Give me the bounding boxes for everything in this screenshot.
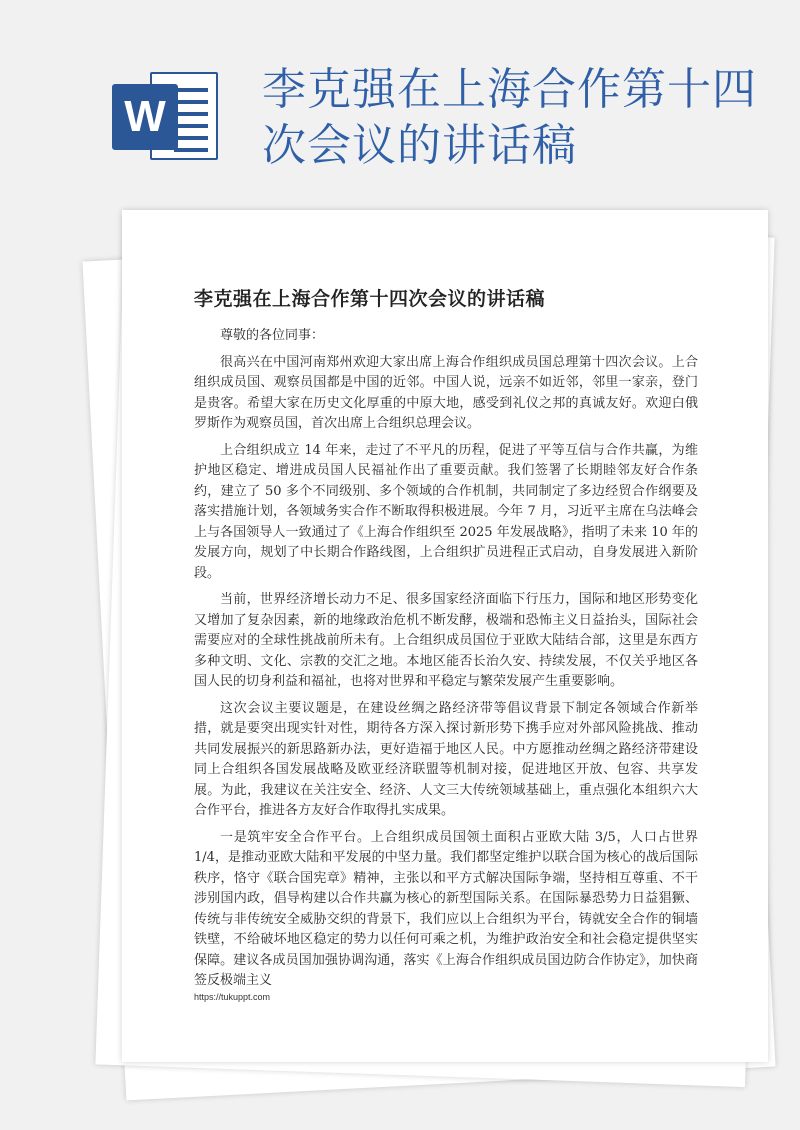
paragraph: 上合组织成立 14 年来，走过了不平凡的历程，促进了平等互信与合作共赢，为维护地区稳定、增进成员国人民福祉作出了重要贡献。我们签署了长期睦邻友好合作条约，建立了 50 多个不同级别、多个领域的合作机制，共同制定了多边经贸合作纲要及落实措施计划，各领域务实合作不断取得积极进展。今年 7 月，习近平主席在乌法峰会上与各国领导人一致通过了《上海合作组织至 2025 年发展战略》，指明了未来 10 年的发展方向，规划了中长期合作路线图，上合组织扩员进程正式启动，自身发展进入新阶段。 (194, 442, 698, 581)
document-title: 李克强在上海合作第十四次会议的讲话稿 (194, 288, 546, 310)
paragraph: 这次会议主要议题是，在建设丝绸之路经济带等倡议背景下制定各领域合作新举措，就是要突出现实针对性，期待各方深入探讨新形势下携手应对外部风险挑战、推动共同发展振兴的新思路新办法，更好造福于地区人民。中方愿推动丝绸之路经济带建设同上合组织各国发展战略及欧亚经济联盟等机制对接，促进地区开放、包容、共享发展。为此，我建议在关注安全、经济、人文三大传统领域基础上，重点强化本组织六大合作平台，推进各方友好合作取得扎实成果。 (194, 700, 698, 818)
word-logo-icon (112, 72, 218, 160)
paragraph: 一是筑牢安全合作平台。上合组织成员国领土面积占亚欧大陆 3/5，人口占世界 1/4，是推动亚欧大陆和平发展的中坚力量。我们都坚定维护以联合国为核心的战后国际秩序，恪守《联合国宪章》精神，主张以和平方式解决国际争端，坚持相互尊重、不干涉别国内政，倡导构建以合作共赢为核心的新型国际关系。在国际暴恐势力日益猖獗、传统与非传统安全威胁交织的背景下，我们应以上合组织为平台，铸就安全合作的铜墙铁壁，不给破坏地区稳定的势力以任何可乘之机，为维护政治安全和社会稳定提供坚实保障。建议各成员国加强协调沟通，落实《上海合作组织成员国边防合作协定》，加快商签反极端主义 (194, 829, 698, 988)
paragraph: 很高兴在中国河南郑州欢迎大家出席上海合作组织成员国总理第十四次会议。上合组织成员国、观察员国都是中国的近邻。中国人说，远亲不如近邻，邻里一家亲，登门是贵客。希望大家在历史文化厚重的中原大地，感受到礼仪之邦的真诚友好。欢迎白俄罗斯作为观察员国，首次出席上合组织总理会议。 (194, 354, 698, 431)
document-body (194, 326, 698, 998)
paragraph-salutation: 尊敬的各位同事： (220, 328, 325, 343)
header-title: 李克强在上海合作第十四次会议的讲话稿 (262, 64, 757, 171)
word-letter-badge: W (112, 84, 178, 150)
document-page (122, 210, 768, 1062)
paragraph: 当前，世界经济增长动力不足、很多国家经济面临下行压力，国际和地区形势变化又增加了复杂因素，新的地缘政治危机不断发酵，极端和恐怖主义日益抬头，国际社会需要应对的全球性挑战前所未有。上合组织成员国位于亚欧大陆结合部，这里是东西方多种文明、文化、宗教的交汇之地。本地区能否长治久安、持续发展，不仅关乎地区各国人民的切身利益和福祉，也将对世界和平稳定与繁荣发展产生重要影响。 (194, 592, 698, 689)
source-url-link[interactable]: https://tukuppt.com (194, 992, 271, 1002)
